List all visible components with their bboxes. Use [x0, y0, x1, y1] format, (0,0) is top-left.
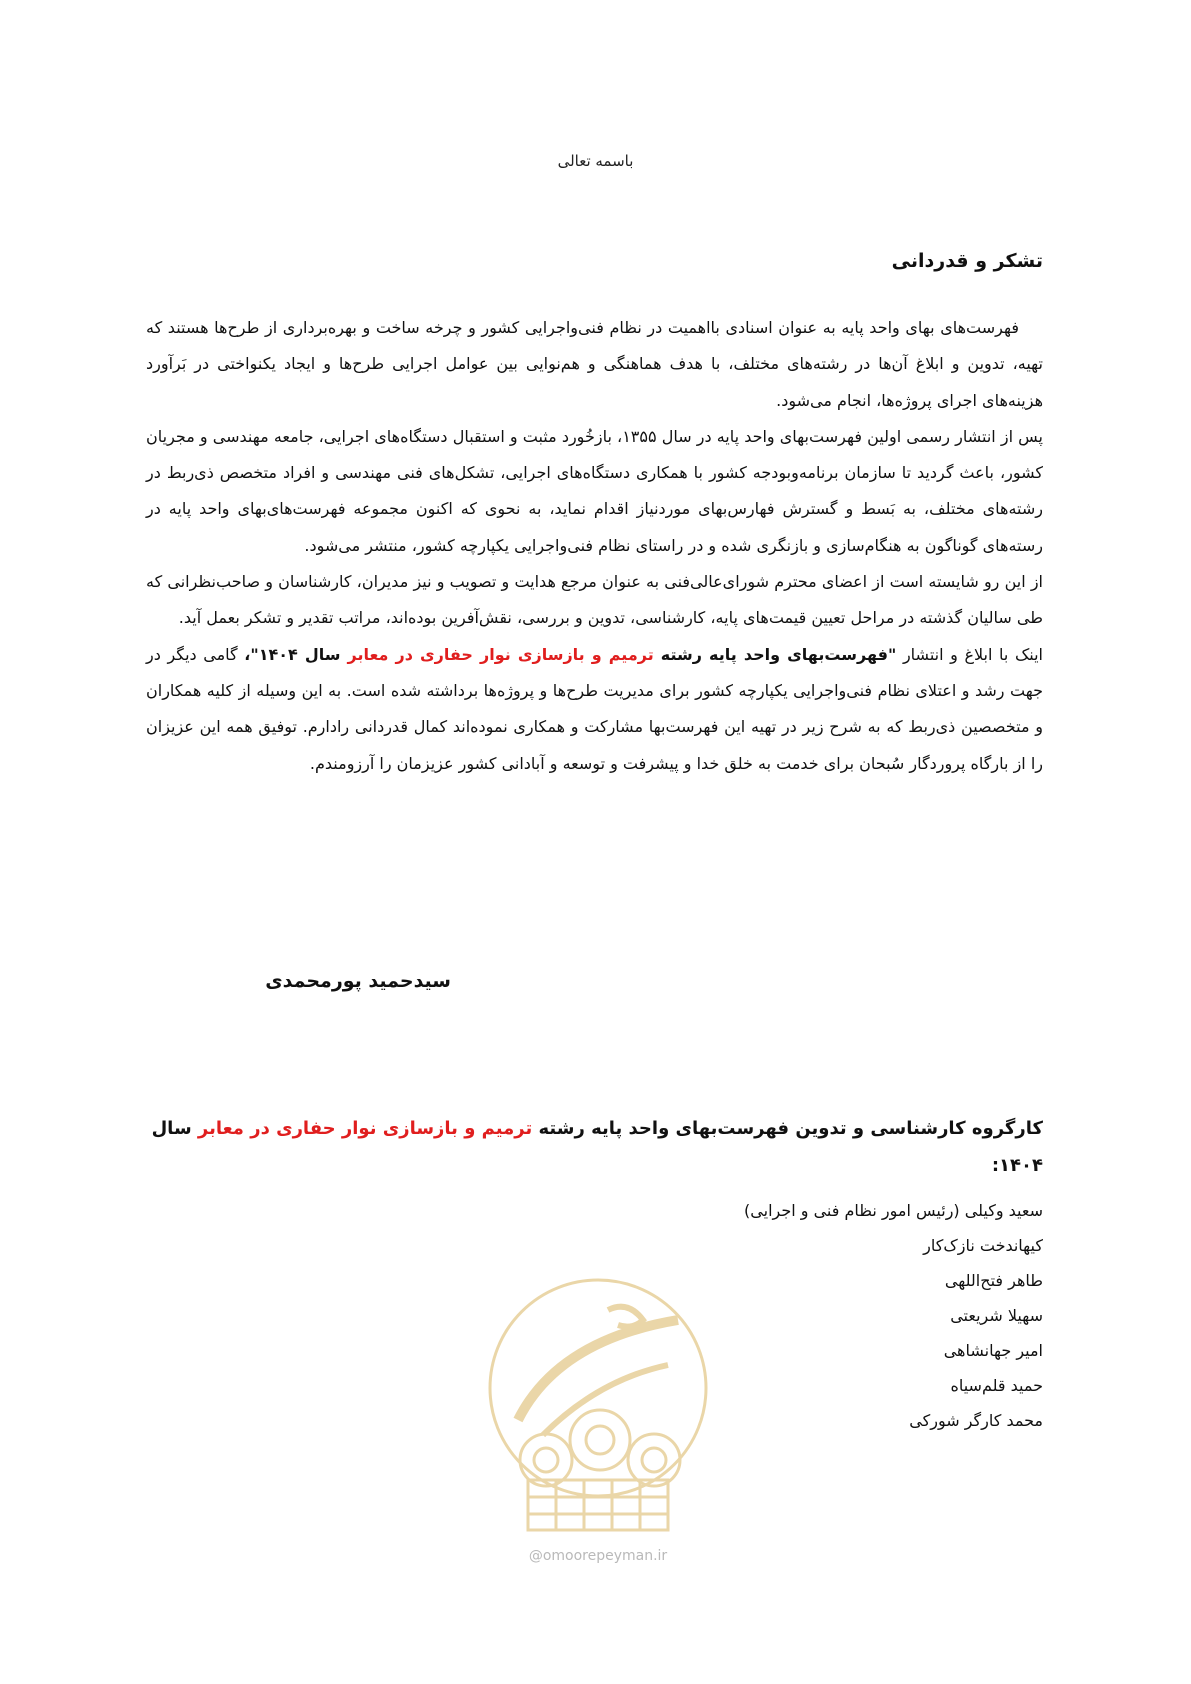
- body-text: [146, 310, 1043, 782]
- signature-name: سیدحمید پورمحمدی: [265, 970, 451, 992]
- working-group-title-lead: کارگروه کارشناسی و تدوین فهرست‌بهای واحد پایه رشته: [532, 1118, 1043, 1139]
- price-list-year: سال ۱۴۰۴"،: [244, 644, 348, 664]
- working-group-title: [146, 1110, 1043, 1184]
- list-item: طاهر فتح‌اللهی: [944, 1271, 1043, 1290]
- paragraph-2: پس از انتشار رسمی اولین فهرست‌بهای واحد پایه در سال ۱۳۵۵، بازخُورد مثبت و استقبال دستگاه‌های اجرایی، جامعه مهندسی و مجریان کشور، باعث گردید تا سازمان برنامه‌وبودجه کشور با همکاری دستگاه‌های اجرایی، تشکل‌های فنی مهندسی و افراد متخصص ذی‌ربط در رشته‌های مختلف، به بَسط و گسترش فهارس‌بهای موردنیاز اقدام نماید، به نحوی که اکنون مجموعه فهرست‌های‌بهای واحد پایه در رسته‌های گوناگون به هنگام‌سازی و بازنگری شده و در راستای نظام فنی‌واجرایی یکپارچه کشور، منتشر می‌شود.: [146, 426, 1044, 555]
- list-item: امیر جهانشاهی: [943, 1341, 1043, 1360]
- list-item: سهیلا شریعتی: [950, 1306, 1043, 1325]
- list-item: سعید وکیلی (رئیس امور نظام فنی و اجرایی): [744, 1201, 1043, 1220]
- list-item: کیهاندخت نازک‌کار: [923, 1236, 1043, 1255]
- price-list-title: "فهرست‌بهای واحد پایه رشته: [653, 644, 897, 664]
- paragraph-1: فهرست‌های بهای واحد پایه به عنوان اسنادی بااهمیت در نظام فنی‌واجرایی کشور و چرخه ساخت و بهره‌برداری از طرح‌ها هستند که تهیه، تدوین و ابلاغ آن‌ها در رشته‌های مختلف، با هدف هماهنگی و هم‌نوایی بین عوامل اجرایی طرح‌ها و ایجاد یکنواختی در بَرآورد هزینه‌های اجرای پروژه‌ها، انجام می‌شود.: [146, 318, 1043, 410]
- working-group-title-year: سال ۱۴۰۴:: [151, 1118, 1043, 1176]
- field-name-highlight: ترمیم و بازسازی نوار حفاری در معابر: [347, 644, 654, 664]
- basmala: باسمه تعالی: [557, 152, 634, 170]
- paragraph-3: از این رو شایسته است از اعضای محترم شورای‌عالی‌فنی به عنوان مرجع هدایت و تصویب و نیز مدیران، کارشناسان و صاحب‌نظرانی که طی سالیان گذشته در مراحل تعیین قیمت‌های پایه، کارشناسی، تدوین و بررسی، نقش‌آفرین بوده‌اند، مراتب تقدیر و تشکر بعمل آید.: [146, 572, 1043, 628]
- omoorepeyman-logo-icon: [488, 1270, 708, 1540]
- paragraph-4-lead: اینک با ابلاغ و انتشار: [896, 644, 1044, 664]
- page-title: تشکر و قدردانی: [891, 250, 1043, 272]
- list-item: محمد کارگر شورکی: [909, 1411, 1043, 1430]
- list-item: حمید قلم‌سیاه: [950, 1376, 1043, 1395]
- paragraph-4: [146, 637, 1043, 782]
- working-group-field-highlight: ترمیم و بازسازی نوار حفاری در معابر: [197, 1118, 533, 1139]
- watermark: [488, 1270, 708, 1575]
- member-list: [744, 1193, 1043, 1438]
- watermark-url: @omoorepeyman.ir: [528, 1548, 668, 1564]
- paragraph-4-rest: گامی دیگر در جهت رشد و اعتلای نظام فنی‌واجرایی یکپارچه کشور برای مدیریت طرح‌ها و پروژه‌ها برداشته شده است. به این وسیله از کلیه همکاران و متخصصین ذی‌ربط که به شرح زیر در تهیه این فهرست‌بها مشارکت و همکاری نموده‌اند کمال قدردانی رادارم. توفیق همه این عزیزان را از بارگاه پروردگار سُبحان برای خدمت به خلق خدا و پیشرفت و توسعه و آبادانی کشور عزیزمان را آرزومندم.: [146, 644, 1043, 773]
